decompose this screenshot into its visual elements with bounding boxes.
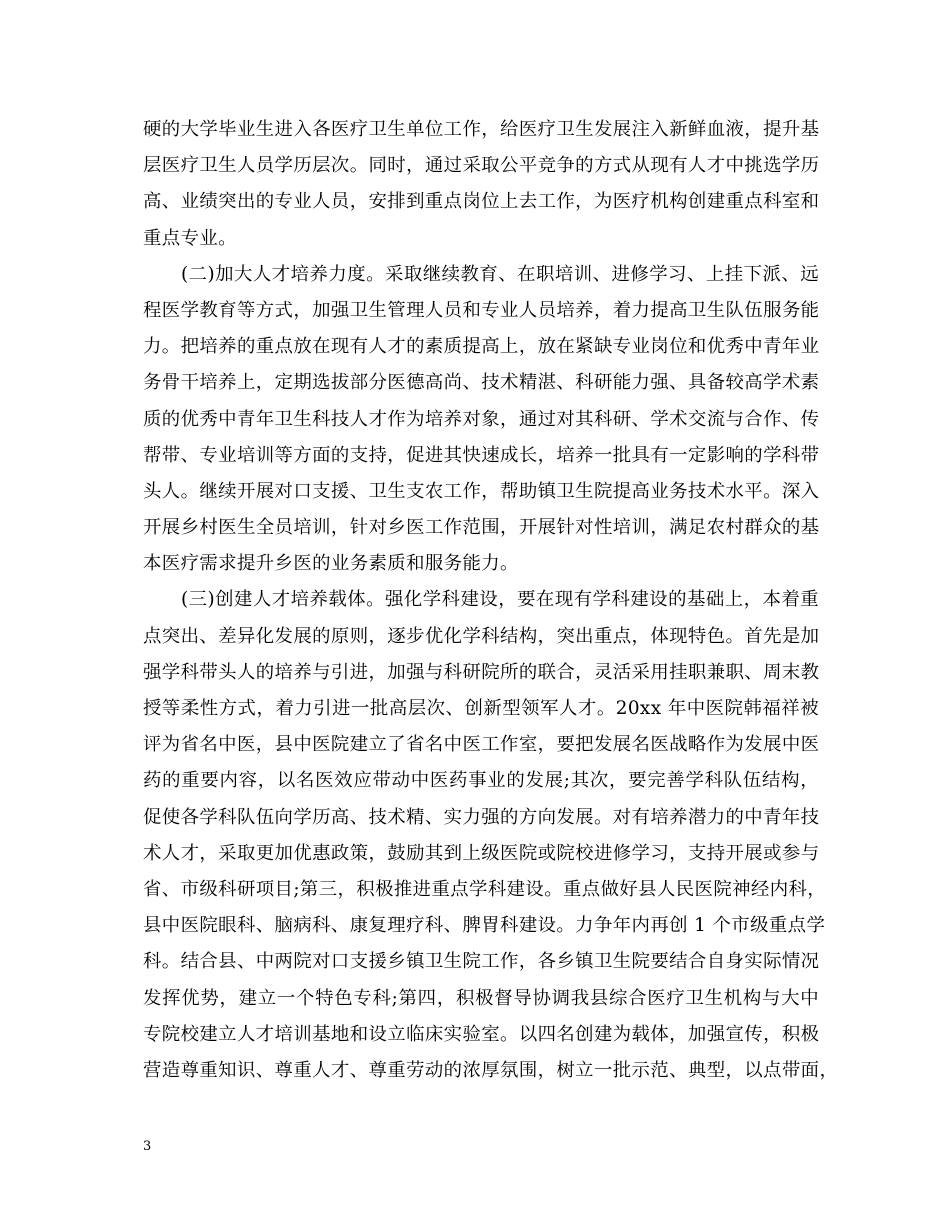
text-line: 本医疗需求提升乡医的业务素质和服务能力。 [143, 553, 519, 575]
text-line: 药的重要内容，以名医效应带动中医药事业的发展;其次，要完善学科队伍结构， [143, 770, 819, 792]
text-line: 力。把培养的重点放在现有人才的素质提高上，放在紧缺专业岗位和优秀中青年业 [143, 336, 820, 358]
text-line: 科。结合县、中两院对口支援乡镇卫生院工作，各乡镇卫生院要结合自身实际情况 [143, 951, 820, 973]
text-line: 评为省名中医，县中医院建立了省名中医工作室，要把发展名医战略作为发展中医 [143, 734, 820, 756]
text-line: 硬的大学毕业生进入各医疗卫生单位工作，给医疗卫生发展注入新鲜血液，提升基 [143, 119, 820, 140]
page-number: 3 [143, 1139, 152, 1154]
text-line: 程医学教育等方式，加强卫生管理人员和专业人员培养，着力提高卫生队伍服务能 [143, 299, 820, 321]
text-line: 专院校建立人才培训基地和设立临床实验室。以四名创建为载体，加强宣传，积极 [143, 1023, 820, 1045]
text-line: 授等柔性方式，着力引进一批高层次、创新型领军人才。20xx 年中医院韩福祥被 [143, 698, 819, 719]
text-line: 质的优秀中青年卫生科技人才作为培养对象，通过对其科研、学术交流与合作、传 [143, 408, 820, 430]
text-line: 重点专业。 [143, 227, 237, 249]
text-line: 术人才，采取更加优惠政策，鼓励其到上级医院或院校进修学习，支持开展或参与 [143, 842, 820, 864]
text-line: 省、市级科研项目;第三，积极推进重点学科建设。重点做好县人民医院神经内科， [143, 878, 827, 900]
text-line: 头人。继续开展对口支援、卫生支农工作，帮助镇卫生院提高业务技术水平。深入 [143, 480, 820, 502]
text-line: 点突出、差异化发展的原则，逐步优化学科结构，突出重点，体现特色。首先是加 [143, 625, 820, 647]
text-line: 高、业绩突出的专业人员，安排到重点岗位上去工作，为医疗机构创建重点科室和 [143, 191, 820, 213]
section-heading-line: (三)创建人才培养载体。强化学科建设，要在现有学科建设的基础上，本着重 [181, 589, 819, 611]
text-line: 务骨干培养上，定期选拔部分医德高尚、技术精湛、科研能力强、具备较高学术素 [143, 372, 820, 394]
text-line: 层医疗卫生人员学历层次。同时，通过采取公平竞争的方式从现有人才中挑选学历 [143, 155, 820, 177]
text-line: 发挥优势，建立一个特色专科;第四，积极督导协调我县综合医疗卫生机构与大中 [143, 987, 819, 1009]
text-line: 强学科带头人的培养与引进，加强与科研院所的联合，灵活采用挂职兼职、周末教 [143, 661, 820, 683]
section-heading-line: (二)加大人才培养力度。采取继续教育、在职培训、进修学习、上挂下派、远 [181, 263, 819, 285]
text-line: 促使各学科队伍向学历高、技术精、实力强的方向发展。对有培养潜力的中青年技 [143, 806, 820, 828]
body-text [143, 112, 839, 1089]
text-line: 营造尊重知识、尊重人才、尊重劳动的浓厚氛围，树立一批示范、典型，以点带面， [143, 1059, 839, 1081]
text-line: 县中医院眼科、脑病科、康复理疗科、脾胃科建设。力争年内再创 1 个市级重点学 [143, 915, 826, 937]
text-line: 帮带、专业培训等方面的支持，促进其快速成长，培养一批具有一定影响的学科带 [143, 444, 820, 466]
text-line: 开展乡村医生全员培训，针对乡医工作范围，开展针对性培训，满足农村群众的基 [143, 517, 820, 539]
